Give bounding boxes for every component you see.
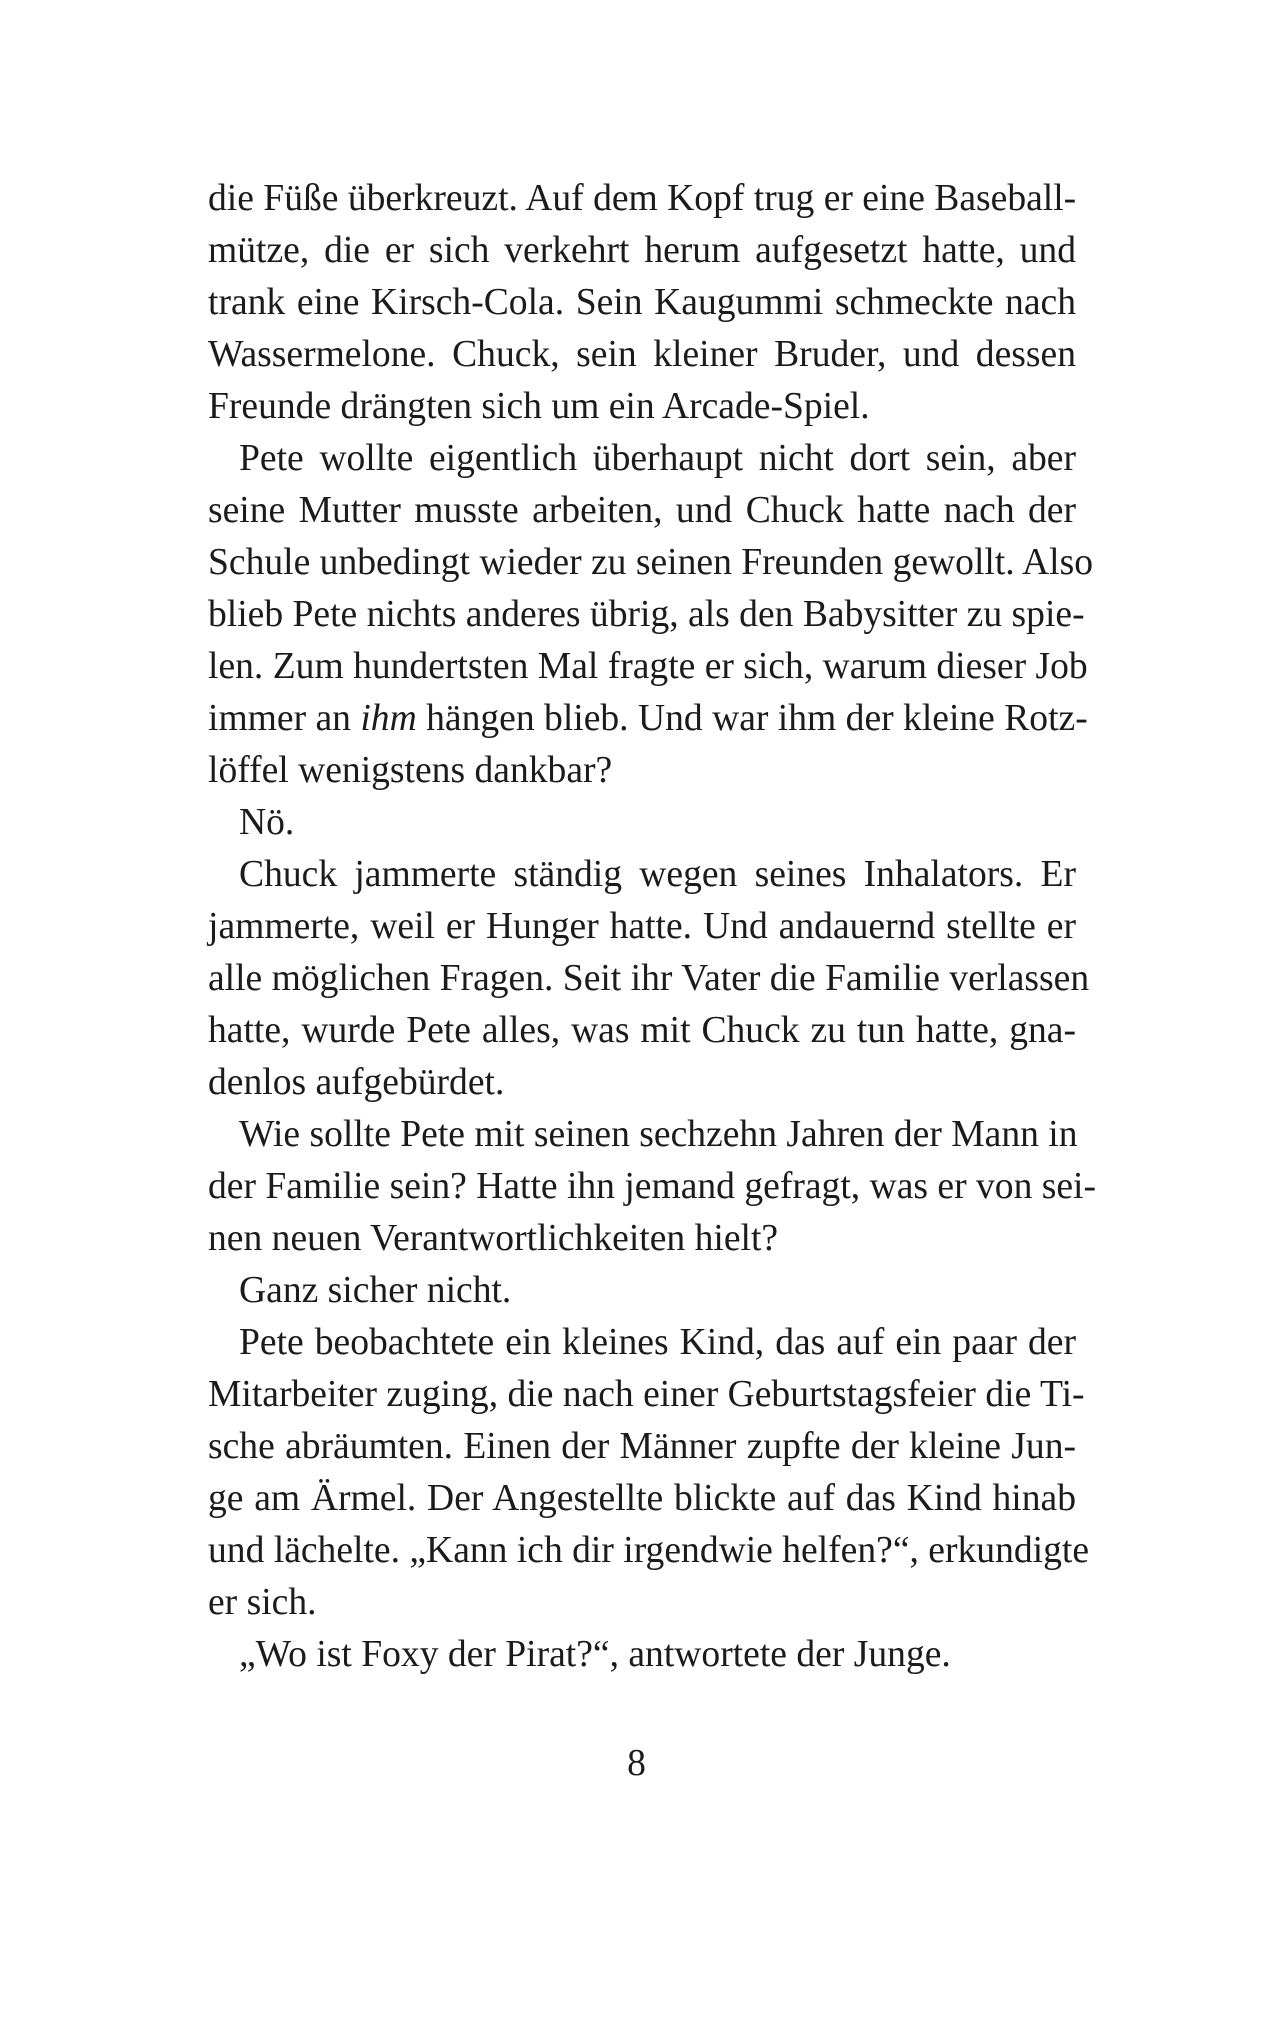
paragraph-7 <box>208 1317 1089 1629</box>
text-line: denlos aufgebürdet. <box>208 1062 505 1103</box>
text-line: löffel wenigstens dankbar? <box>208 750 613 791</box>
emphasized-word: ihm <box>360 698 417 739</box>
paragraph-8 <box>208 1629 1076 1681</box>
text-line-with-emphasis <box>208 693 1088 745</box>
text-line: mütze, die er sich verkehrt herum aufgesetzt hatte, und <box>208 230 1076 271</box>
text-line: der Familie sein? Hatte ihn jemand gefragt, was er von sei- <box>208 1166 1097 1207</box>
text-line: Wie sollte Pete mit seinen sechzehn Jahren der Mann in <box>239 1114 1078 1155</box>
text-line: Nö. <box>239 802 295 843</box>
text-segment: immer an <box>208 698 361 739</box>
text-line: und lächelte. „Kann ich dir irgendwie helfen?“, erkundigte <box>208 1530 1089 1571</box>
text-line: seine Mutter musste arbeiten, und Chuck hatte nach der <box>208 490 1076 531</box>
text-line: trank eine Kirsch-Cola. Sein Kaugummi schmeckte nach <box>208 282 1076 323</box>
text-line: hatte, wurde Pete alles, was mit Chuck zu tun hatte, gna- <box>208 1010 1076 1051</box>
text-line: len. Zum hundertsten Mal fragte er sich, warum dieser Job <box>208 646 1088 687</box>
text-line: Freunde drängten sich um ein Arcade-Spiel. <box>208 386 870 427</box>
text-line: Mitarbeiter zuging, die nach einer Geburtstagsfeier die Ti- <box>208 1374 1085 1415</box>
text-line: Ganz sicher nicht. <box>239 1270 512 1311</box>
text-line: nen neuen Verantwortlichkeiten hielt? <box>208 1218 779 1259</box>
paragraph-1 <box>208 173 1076 433</box>
text-line: ge am Ärmel. Der Angestellte blickte auf das Kind hinab <box>208 1478 1076 1519</box>
paragraph-4 <box>208 849 1090 1109</box>
text-line: Chuck jammerte ständig wegen seines Inhalators. Er <box>239 854 1076 895</box>
paragraph-5 <box>208 1109 1097 1265</box>
text-line: alle möglichen Fragen. Seit ihr Vater die Familie verlassen <box>208 958 1090 999</box>
paragraph-3 <box>208 797 1076 849</box>
text-line: die Füße überkreuzt. Auf dem Kopf trug er eine Baseball- <box>208 178 1077 219</box>
text-line: Wassermelone. Chuck, sein kleiner Bruder, und dessen <box>208 334 1076 375</box>
text-line: sche abräumten. Einen der Männer zupfte der kleine Jun- <box>208 1426 1076 1467</box>
text-line: er sich. <box>208 1582 317 1623</box>
paragraph-6 <box>208 1265 1076 1317</box>
paragraph-2 <box>208 433 1093 797</box>
page-number: 8 <box>627 1743 646 1784</box>
text-line: „Wo ist Foxy der Pirat?“, antwortete der Junge. <box>239 1634 951 1675</box>
text-line: Pete wollte eigentlich überhaupt nicht dort sein, aber <box>239 438 1076 479</box>
book-page-body <box>208 173 1097 1681</box>
text-line: blieb Pete nichts anderes übrig, als den Babysitter zu spie- <box>208 594 1085 635</box>
text-segment: hängen blieb. Und war ihm der kleine Rotz- <box>416 698 1088 739</box>
text-line: Schule unbedingt wieder zu seinen Freunden gewollt. Also <box>208 542 1093 583</box>
text-line: Pete beobachtete ein kleines Kind, das auf ein paar der <box>239 1322 1076 1363</box>
text-line: jammerte, weil er Hunger hatte. Und andauernd stellte er <box>208 906 1076 947</box>
